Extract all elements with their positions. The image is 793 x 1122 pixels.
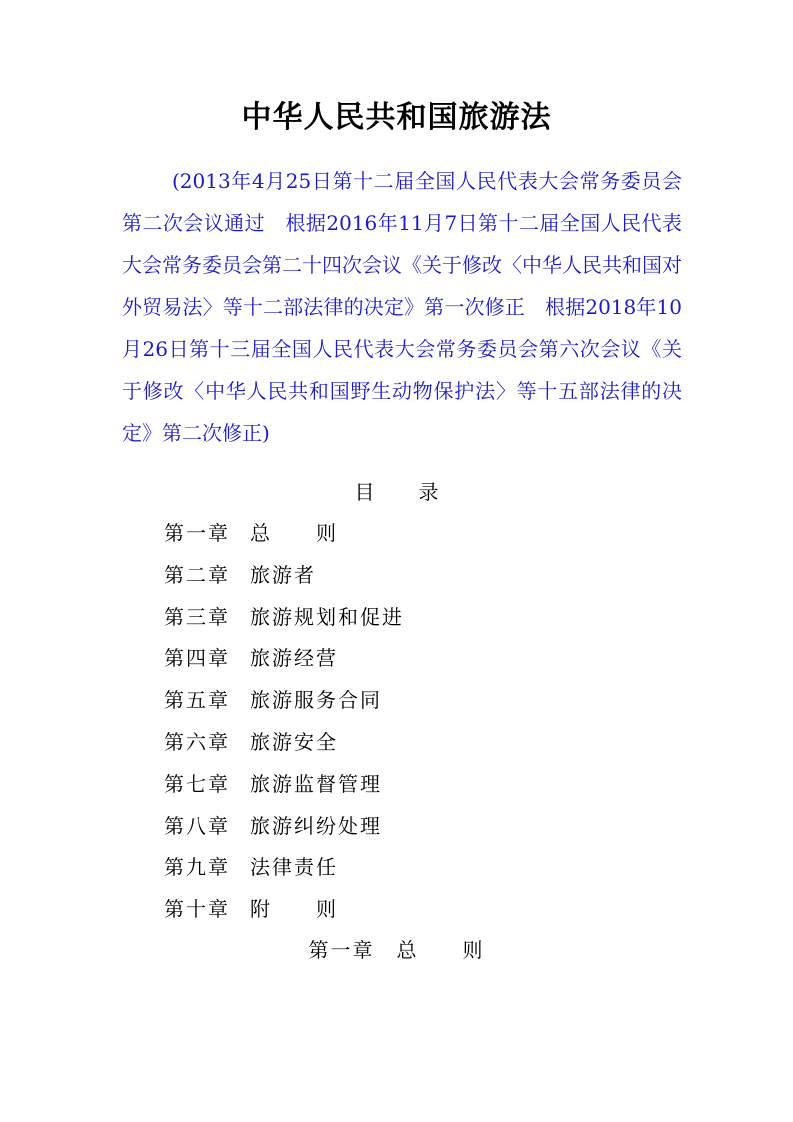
table-of-contents-heading bbox=[0, 474, 793, 510]
toc-item bbox=[164, 638, 404, 680]
toc-chapter-number: 第十章 bbox=[164, 897, 230, 922]
toc-chapter-number: 第八章 bbox=[164, 813, 230, 838]
legislative-history-note: (2013年4月25日第十二届全国人民代表大会常务委员会第二次会议通过 根据2016年11月7日第十二届全国人民代表大会常务委员会第二十四次会议《关于修改〈中华人民共和国对外贸易法〉等十二部法律的决定》第一次修正 根据2018年10月26日第十三届全国人民代表大会常务委员会第六次会议《关于修改〈中华人民共和国野生动物保护法〉等十五部法律的决定》第二次修正) bbox=[122, 169, 682, 445]
toc-chapter-name: 旅游者 bbox=[250, 562, 316, 587]
toc-item bbox=[164, 764, 404, 806]
table-of-contents bbox=[164, 513, 404, 931]
toc-chapter-number: 第五章 bbox=[164, 688, 230, 713]
toc-chapter-name: 旅游规划和促进 bbox=[250, 604, 404, 629]
toc-item bbox=[164, 555, 404, 597]
toc-chapter-number: 第九章 bbox=[164, 855, 230, 880]
toc-chapter-number: 第三章 bbox=[164, 604, 230, 629]
toc-item bbox=[164, 847, 404, 889]
toc-chapter-name: 旅游监督管理 bbox=[250, 771, 382, 796]
chapter-one-heading: 第一章 总 则 bbox=[308, 938, 485, 962]
toc-chapter-name: 总 则 bbox=[250, 521, 338, 545]
toc-chapter-number: 第一章 bbox=[164, 521, 230, 545]
document-title: 中华人民共和国旅游法 bbox=[241, 100, 552, 135]
toc-chapter-name: 法律责任 bbox=[250, 855, 338, 880]
toc-item bbox=[164, 513, 404, 555]
toc-chapter-number: 第四章 bbox=[164, 646, 230, 671]
toc-chapter-name: 旅游安全 bbox=[250, 729, 338, 754]
toc-item bbox=[164, 889, 404, 931]
toc-heading-text: 目录 bbox=[354, 480, 483, 504]
toc-chapter-number: 第六章 bbox=[164, 729, 230, 754]
toc-chapter-number: 第七章 bbox=[164, 771, 230, 796]
toc-item bbox=[164, 680, 404, 722]
toc-chapter-name: 旅游纠纷处理 bbox=[250, 813, 382, 838]
toc-chapter-name: 旅游经营 bbox=[250, 646, 338, 671]
toc-chapter-name: 旅游服务合同 bbox=[250, 688, 382, 713]
toc-chapter-number: 第二章 bbox=[164, 562, 230, 587]
toc-item bbox=[164, 722, 404, 764]
toc-chapter-name: 附 则 bbox=[250, 897, 338, 922]
toc-item bbox=[164, 806, 404, 848]
toc-item bbox=[164, 597, 404, 639]
